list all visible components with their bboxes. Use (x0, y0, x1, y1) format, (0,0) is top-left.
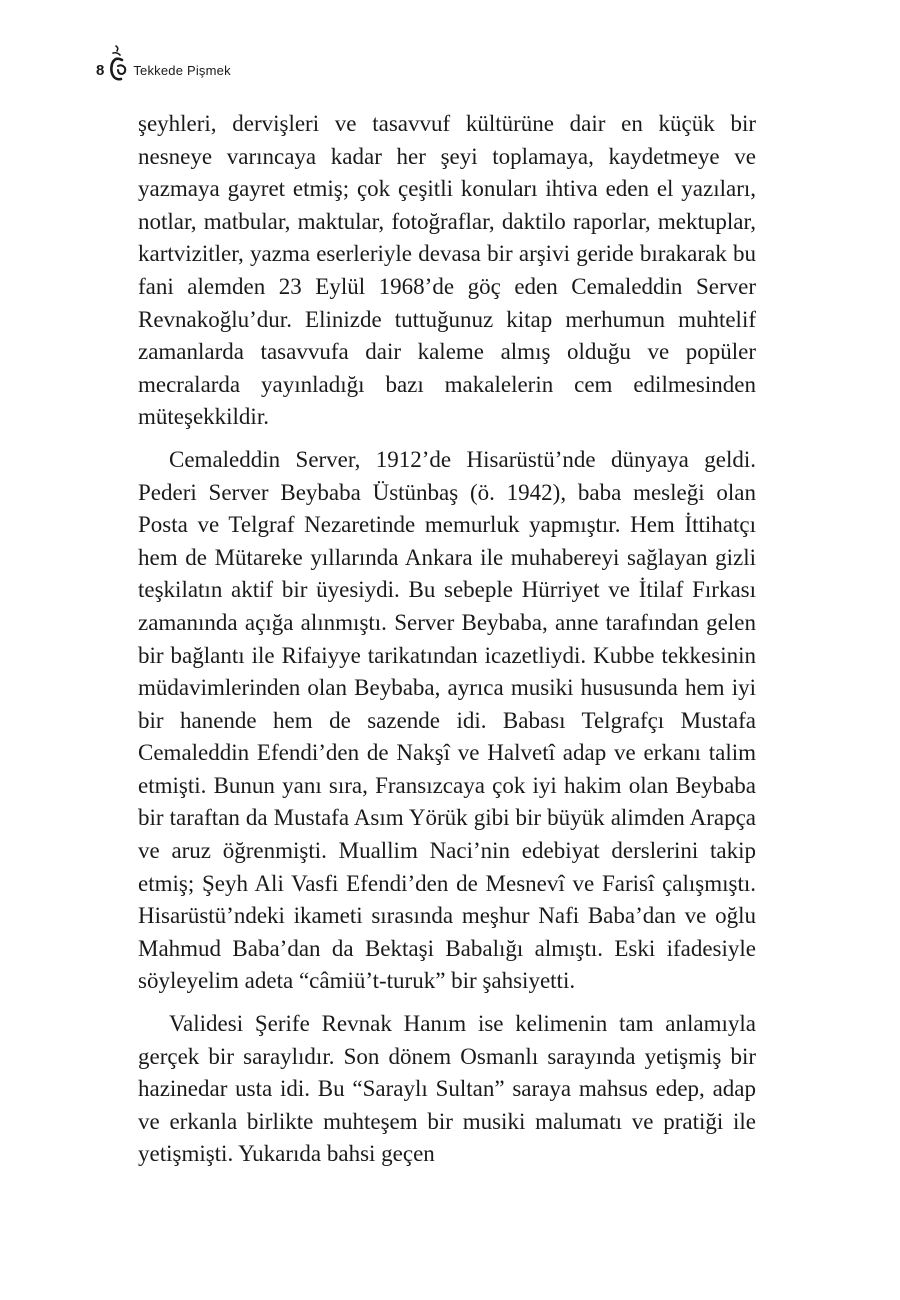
body-text (138, 108, 756, 1171)
paragraph-continued: şeyhleri, dervişleri ve tasavvuf kültürüne dair en küçük bir nesneye varıncaya kadar her şeyi toplamaya, kaydetmeye ve yazmaya gayret etmiş; çok çeşitli konuları ihtiva eden el yazıları, notlar, matbular, maktular, fotoğraflar, daktilo raporlar, mektuplar, kartvizitler, yazma eserleriyle devasa bir arşivi geride bırakarak bu fani alemden 23 Eylül 1968’de göç eden Cemaleddin Server Revnakoğlu’dur. Elinizde tuttuğunuz kitap merhumun muhtelif zamanlarda tasavvufa dair kaleme almış olduğu ve popüler mecralarda yayınladığı bazı makalelerin cem edilmesinden müteşekkildir. (138, 111, 756, 430)
calligraphy-logo-icon (107, 44, 129, 84)
paragraph: Cemaleddin Server, 1912’de Hisarüstü’nde dünyaya geldi. Pederi Server Beybaba Üstünbaş (ö. 1942), baba mesleği olan Posta ve Telgraf Nezaretinde memurluk yapmıştır. Hem İttihatçı hem de Mütareke yıllarında Ankara ile muhabereyi sağlayan gizli teşkilatın aktif bir üyesiydi. Bu sebeple Hürriyet ve İtilaf Fırkası zamanında açığa alınmıştı. Server Beybaba, anne tarafından gelen bir bağlantı ile Rifaiyye tarikatından icazetliydi. Kubbe tekkesinin müdavimlerinden olan Beybaba, ayrıca musiki hususunda hem iyi bir hanende hem de sazende idi. Babası Telgrafçı Mustafa Cemaleddin Efendi’den de Nakşî ve Halvetî adap ve erkanı talim etmişti. Bunun yanı sıra, Fransızcaya çok iyi hakim olan Beybaba bir taraftan da Mustafa Asım Yörük gibi bir büyük alimden Arapça ve aruz öğrenmişti. Muallim Naci’nin edebiyat derslerini takip etmiş; Şeyh Ali Vasfi Efendi’den de Mesnevî ve Farisî çalışmıştı. Hisarüstü’ndeki ikameti sırasında meşhur Nafi Baba’dan ve oğlu Mahmud Baba’dan da Bektaşi Babalığı almıştı. Eski ifadesiyle söyleyelim adeta “câmiü’t-turuk” bir şahsiyetti. (138, 446, 756, 994)
page-header (96, 44, 231, 84)
page-number: 8 (96, 62, 105, 79)
paragraph: Validesi Şerife Revnak Hanım ise kelimenin tam anlamıyla gerçek bir saraylıdır. Son dönem Osmanlı sarayında yetişmiş bir hazinedar usta idi. Bu “Saraylı Sultan” saraya mahsus edep, adap ve erkanla birlikte muhteşem bir musiki malumatı ve pratiği ile yetişmişti. Yukarıda bahsi geçen (138, 1011, 756, 1167)
running-title: Tekkede Pişmek (133, 63, 231, 78)
